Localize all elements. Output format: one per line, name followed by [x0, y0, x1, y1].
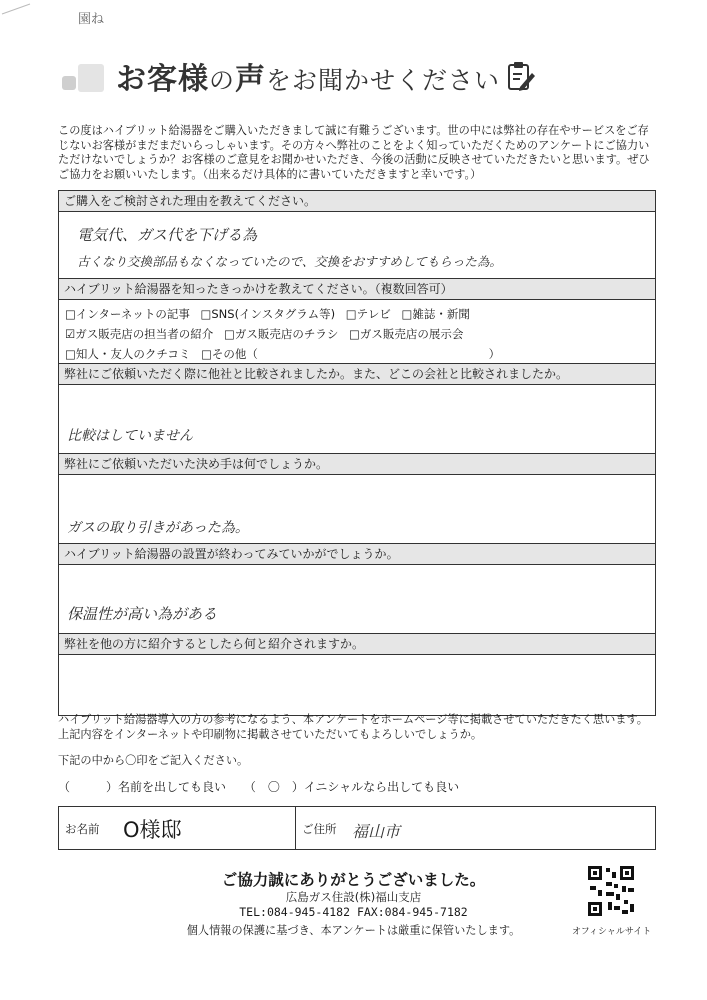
question-3-answer-text: 比較はしていません — [67, 428, 193, 444]
contact-numbers: TEL:084-945-4182 FAX:084-945-7182 — [239, 905, 468, 919]
option-magazine-checkbox[interactable]: □雑誌・新聞 — [401, 307, 470, 321]
option-internet-checkbox[interactable]: □インターネットの記事 — [65, 307, 190, 321]
publication-options — [58, 778, 459, 795]
option-flyer-checkbox[interactable]: □ガス販売店のチラシ — [223, 327, 339, 341]
survey-form — [58, 190, 656, 716]
address-label: ご住所 — [302, 822, 337, 836]
question-4-answer[interactable] — [59, 475, 655, 544]
option-showroom-checkbox[interactable]: □ガス販売店の展示会 — [349, 327, 464, 341]
pick-instruction: 下記の中から〇印をご記入ください。 — [58, 754, 249, 767]
option-sns-checkbox[interactable]: □SNS(インスタグラム等) — [200, 307, 336, 321]
question-6-answer[interactable] — [59, 655, 655, 715]
question-5-answer[interactable] — [59, 565, 655, 634]
question-1-answer-line-2: 古くなり交換部品もなくなっていたので、交換をおすすめしてもらった為。 — [77, 254, 502, 269]
option-staff-checkbox[interactable]: ☑ガス販売店の担当者の紹介 — [65, 327, 214, 341]
question-5-answer-text: 保温性が高い為がある — [67, 605, 218, 623]
question-6-label: 弊社を他の方に紹介するとしたら何と紹介されますか。 — [59, 634, 655, 655]
question-2-label: ハイブリット給湯器を知ったきっかけを教えてください。（複数回答可） — [59, 279, 655, 300]
option-initial-ok[interactable]: （ 〇 ）イニシャルなら出しても良い — [243, 780, 460, 794]
option-other-close: ） — [488, 347, 501, 361]
question-3-label: 弊社にご依頼いただく際に他社と比較されましたか。また、どこの会社と比較されましたか。 — [59, 364, 655, 385]
qr-caption: オフィシャルサイト — [572, 927, 652, 937]
company-branch: 広島ガス住設(株)福山支店 — [285, 890, 422, 904]
clipboard-pen-icon — [506, 60, 536, 92]
question-4-label: 弊社にご依頼いただいた決め手は何でしょうか。 — [59, 454, 655, 475]
qr-code-icon[interactable] — [586, 864, 636, 918]
publication-consent-text: ハイブリット給湯器導入の方の参考になるよう、本アンケートをホームページ等に掲載させていただきたく思います。上記内容をインターネットや印刷物に掲載させていただいてもよろしいでしょうか。 — [58, 713, 648, 741]
option-name-ok[interactable]: （ ）名前を出しても良い — [58, 780, 227, 794]
address-value: 福山市 — [352, 822, 401, 841]
option-friend-checkbox[interactable]: □知人・友人のクチコミ — [65, 347, 191, 361]
option-other-checkbox[interactable]: □その他（ — [201, 347, 258, 361]
question-3-answer[interactable] — [59, 385, 655, 454]
title-text: お客様の声をお聞かせください — [116, 62, 501, 97]
question-5-label: ハイブリット給湯器の設置が終わってみていかがでしょうか。 — [59, 544, 655, 565]
privacy-notice: 個人情報の保護に基づき、本アンケートは厳重に保管いたします。 — [186, 924, 521, 937]
scratch-mark — [0, 0, 40, 20]
name-label: お名前 — [65, 822, 100, 836]
title-decoration-icon — [58, 58, 110, 94]
intro-text: この度はハイブリット給湯器をご購入いただきまして誠に有難うございます。世の中には弊社の存在やサービスをご存じないお客様がまだまだいらっしゃいます。その方々へ弊社のことをよく知っていただくためのアンケートにご協力いただけないでしょうか？お客様のご意見をお聞かせいただき、今後の活動に反映させていただきたいと思います。ぜひご協力をお願いいたします。（出来るだけ具体的に書いていただきますと幸いです。） — [58, 124, 650, 181]
question-1-label: ご購入をご検討された理由を教えてください。 — [59, 191, 655, 212]
address-cell[interactable] — [296, 807, 655, 849]
question-4-answer-text: ガスの取り引きがあった為。 — [67, 520, 249, 536]
name-value: O様邸 — [123, 818, 182, 842]
question-1-answer-line-1: 電気代、ガス代を下げる為 — [77, 226, 258, 244]
question-1-answer[interactable] — [59, 212, 655, 279]
thanks-message: ご協力誠にありがとうございました。 — [221, 871, 486, 889]
page-title — [58, 50, 668, 102]
question-2-options — [59, 300, 655, 364]
corner-handwritten-note: 園ね — [78, 12, 105, 27]
option-tv-checkbox[interactable]: □テレビ — [345, 307, 391, 321]
name-address-box — [58, 806, 656, 850]
name-cell[interactable] — [59, 807, 296, 849]
